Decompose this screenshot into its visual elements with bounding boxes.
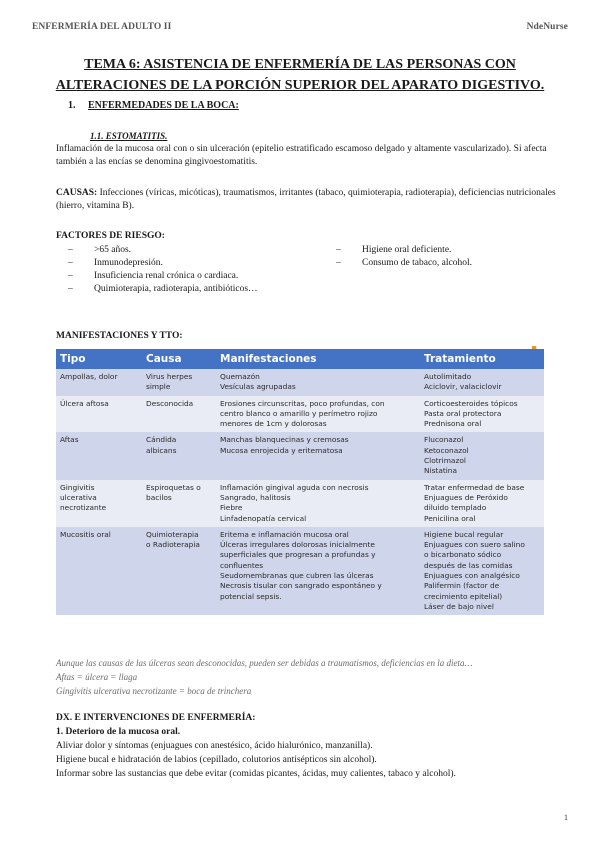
cell-causa (142, 480, 216, 527)
list-item: – Quimioterapia, radioterapia, antibióticos… (68, 284, 258, 294)
cell-line: Higiene bucal regular (424, 529, 504, 539)
manifestaciones-heading: MANIFESTACIONES Y TTO: (56, 331, 183, 341)
dx-item-title: 1. Deterioro de la mucosa oral. (56, 727, 181, 737)
cell-line: Sangrado, halitosis (220, 492, 291, 502)
cell-manifestaciones (216, 396, 420, 433)
causas-paragraph (56, 187, 556, 213)
cell-tratamiento (420, 432, 544, 479)
cell-tipo (56, 369, 142, 396)
cell-line: Fiebre (220, 503, 243, 513)
cell-line: Enjuagues con suero salino (424, 540, 525, 550)
cell-line: Seudomembranas que cubren las úlceras (220, 571, 374, 581)
table-row (56, 432, 544, 479)
header-course: ENFERMERÍA DEL ADULTO II (32, 22, 172, 32)
dx-line: Informar sobre las sustancias que debe evitar (comidas picantes, ácidas, muy calientes, tabaco y alcohol). (56, 769, 456, 779)
cell-line: confluentes (220, 560, 264, 570)
cell-line: ulcerativa (60, 492, 97, 502)
cell-line: Manchas blanquecinas y cremosas (220, 435, 349, 445)
cell-manifestaciones (216, 480, 420, 527)
cell-tratamiento (420, 527, 544, 615)
list-item: – Consumo de tabaco, alcohol. (336, 258, 473, 268)
cell-line: Ampollas, dolor (60, 372, 118, 381)
cell-line: Aciclovir, valaciclovir (424, 382, 502, 392)
subsection-heading: 1.1. ESTOMATITIS. (90, 131, 168, 141)
table-header-row (56, 349, 544, 369)
cell-line: Mucositis oral (60, 529, 111, 539)
cell-tratamiento (420, 396, 544, 433)
cell-line: Vesículas agrupadas (220, 382, 296, 392)
cell-line: Quimioterapia (146, 529, 199, 539)
cell-line: bacilos (146, 492, 172, 502)
page-header (32, 22, 568, 36)
cell-line: simple (146, 382, 171, 392)
note-line: Gingivitis ulcerativa necrotizante = boca de trinchera (56, 686, 252, 696)
cell-tipo (56, 480, 142, 527)
cell-line: después de las comidas (424, 560, 513, 570)
header-author: NdeNurse (526, 22, 568, 32)
cell-line: Pasta oral protectora (424, 408, 502, 418)
cell-line: Palifermin (factor de (424, 581, 500, 591)
cell-line: Erosiones circunscritas, poco profundas, con (220, 398, 385, 408)
cell-line: Espiroquetas o (146, 482, 201, 492)
cell-line: Corticoesteroides tópicos (424, 398, 518, 408)
causas-label: CAUSAS: (56, 188, 98, 198)
cell-line: Clotrimazol (424, 456, 466, 466)
note-line: Aunque las causas de las úlceras sean desconocidas, pueden ser debidas a traumatismos, deficiencias en la dieta… (56, 658, 473, 668)
cell-line: diluido templado (424, 503, 487, 513)
cell-line: albicans (146, 445, 177, 455)
section-number: 1. (68, 100, 76, 111)
cell-line: Eritema e inflamación mucosa oral (220, 529, 349, 539)
cell-line: Ketoconazol (424, 445, 469, 455)
section-heading (68, 99, 239, 112)
risk-factors-left (68, 244, 288, 296)
page-number: 1 (564, 813, 568, 822)
cell-line: Virus herpes (146, 372, 193, 381)
cell-line: Nistatina (424, 466, 458, 476)
cell-manifestaciones (216, 432, 420, 479)
list-item: – Higiene oral deficiente. (336, 245, 452, 255)
cell-line: Penicilina oral (424, 513, 476, 523)
cell-line: Enjuagues con analgésico (424, 571, 520, 581)
causas-text: Infecciones (víricas, micóticas), traumatismos, irritantes (tabaco, quimioterapia, radioterapia), deficiencias nutricionales (hierro, vitamina B). (56, 188, 556, 211)
dx-heading: DX. E INTERVENCIONES DE ENFERMERÍA: (56, 713, 256, 723)
cell-manifestaciones (216, 527, 420, 615)
table-row (56, 480, 544, 527)
section-title: ENFERMEDADES DE LA BOCA: (88, 100, 239, 111)
cell-line: Linfadenopatía cervical (220, 513, 307, 523)
cell-tipo (56, 396, 142, 433)
cell-causa (142, 527, 216, 615)
cell-line: Inflamación gingival aguda con necrosis (220, 482, 369, 492)
list-item: – >65 años. (68, 245, 132, 255)
cell-line: Cándida (146, 435, 177, 445)
cell-line: crecimiento epitelial) (424, 591, 503, 601)
cell-line: Enjuagues de Peróxido (424, 492, 508, 502)
cell-line: Úlceras irregulares dolorosas inicialmente (220, 540, 375, 550)
definition-paragraph: Inflamación de la mucosa oral con o sin ulceración (epitelio estratificado escamoso delgado y altamente vascularizado). Si afecta también a las encías se denomina gingivoestomatitis. (56, 144, 547, 167)
table-body (56, 369, 544, 615)
cell-line: Aftas (60, 435, 79, 445)
risk-factors-right (336, 244, 556, 270)
cell-line: Desconocida (146, 398, 194, 408)
header-manifestaciones: Manifestaciones (216, 349, 420, 369)
cell-line: Gingivitis (60, 482, 95, 492)
table-row (56, 527, 544, 615)
note-line: Aftas = úlcera = llaga (56, 672, 138, 682)
cell-line: superficiales que progresan a profundas y (220, 550, 376, 560)
cell-line: Necrosis tisular con sangrado espontáneo y (220, 581, 382, 591)
cell-line: menores de 1cm y dolorosas (220, 419, 327, 429)
cell-tipo (56, 432, 142, 479)
header-tratamiento: Tratamiento (420, 349, 544, 369)
table-row (56, 396, 544, 433)
page-title: TEMA 6: ASISTENCIA DE ENFERMERÍA DE LAS PERSONAS CON ALTERACIONES DE LA PORCIÓN SUPERIOR DEL APARATO DIGESTIVO. (55, 57, 545, 93)
cell-causa (142, 432, 216, 479)
cell-line: Quemazón (220, 372, 260, 381)
cell-line: Fluconazol (424, 435, 464, 445)
cell-line: Prednisona oral (424, 419, 482, 429)
cell-line: Láser de bajo nivel (424, 601, 494, 611)
table-notes (56, 656, 556, 698)
dx-line: Higiene bucal e hidratación de labios (cepillado, colutorios antisépticos sin alcohol). (56, 755, 377, 765)
cell-line: Mucosa enrojecida y eritematosa (220, 445, 343, 455)
cell-tratamiento (420, 369, 544, 396)
stomatitis-table (56, 349, 544, 615)
list-item: – Inmunodepresión. (68, 258, 163, 268)
cell-line: o bicarbonato sódico (424, 550, 502, 560)
cell-line: Tratar enfermedad de base (424, 482, 525, 492)
cell-causa (142, 396, 216, 433)
header-tipo: Tipo (56, 349, 142, 369)
cell-causa (142, 369, 216, 396)
cell-line: Autolimitado (424, 372, 472, 381)
cell-line: Úlcera aftosa (60, 398, 109, 408)
factores-heading: FACTORES DE RIESGO: (56, 231, 165, 241)
cell-line: potencial sepsis. (220, 591, 282, 601)
cell-manifestaciones (216, 369, 420, 396)
cell-line: centro blanco o amarillo y perímetro rojizo (220, 408, 378, 418)
cell-tipo (56, 527, 142, 615)
cell-line: necrotizante (60, 503, 107, 513)
dx-line: Aliviar dolor y síntomas (enjuagues con anestésico, ácido hialurónico, manzanilla). (56, 741, 373, 751)
table-row (56, 369, 544, 396)
cell-tratamiento (420, 480, 544, 527)
list-item: – Insuficiencia renal crónica o cardiaca. (68, 271, 239, 281)
header-causa: Causa (142, 349, 216, 369)
cell-line: o Radioterapia (146, 540, 200, 550)
